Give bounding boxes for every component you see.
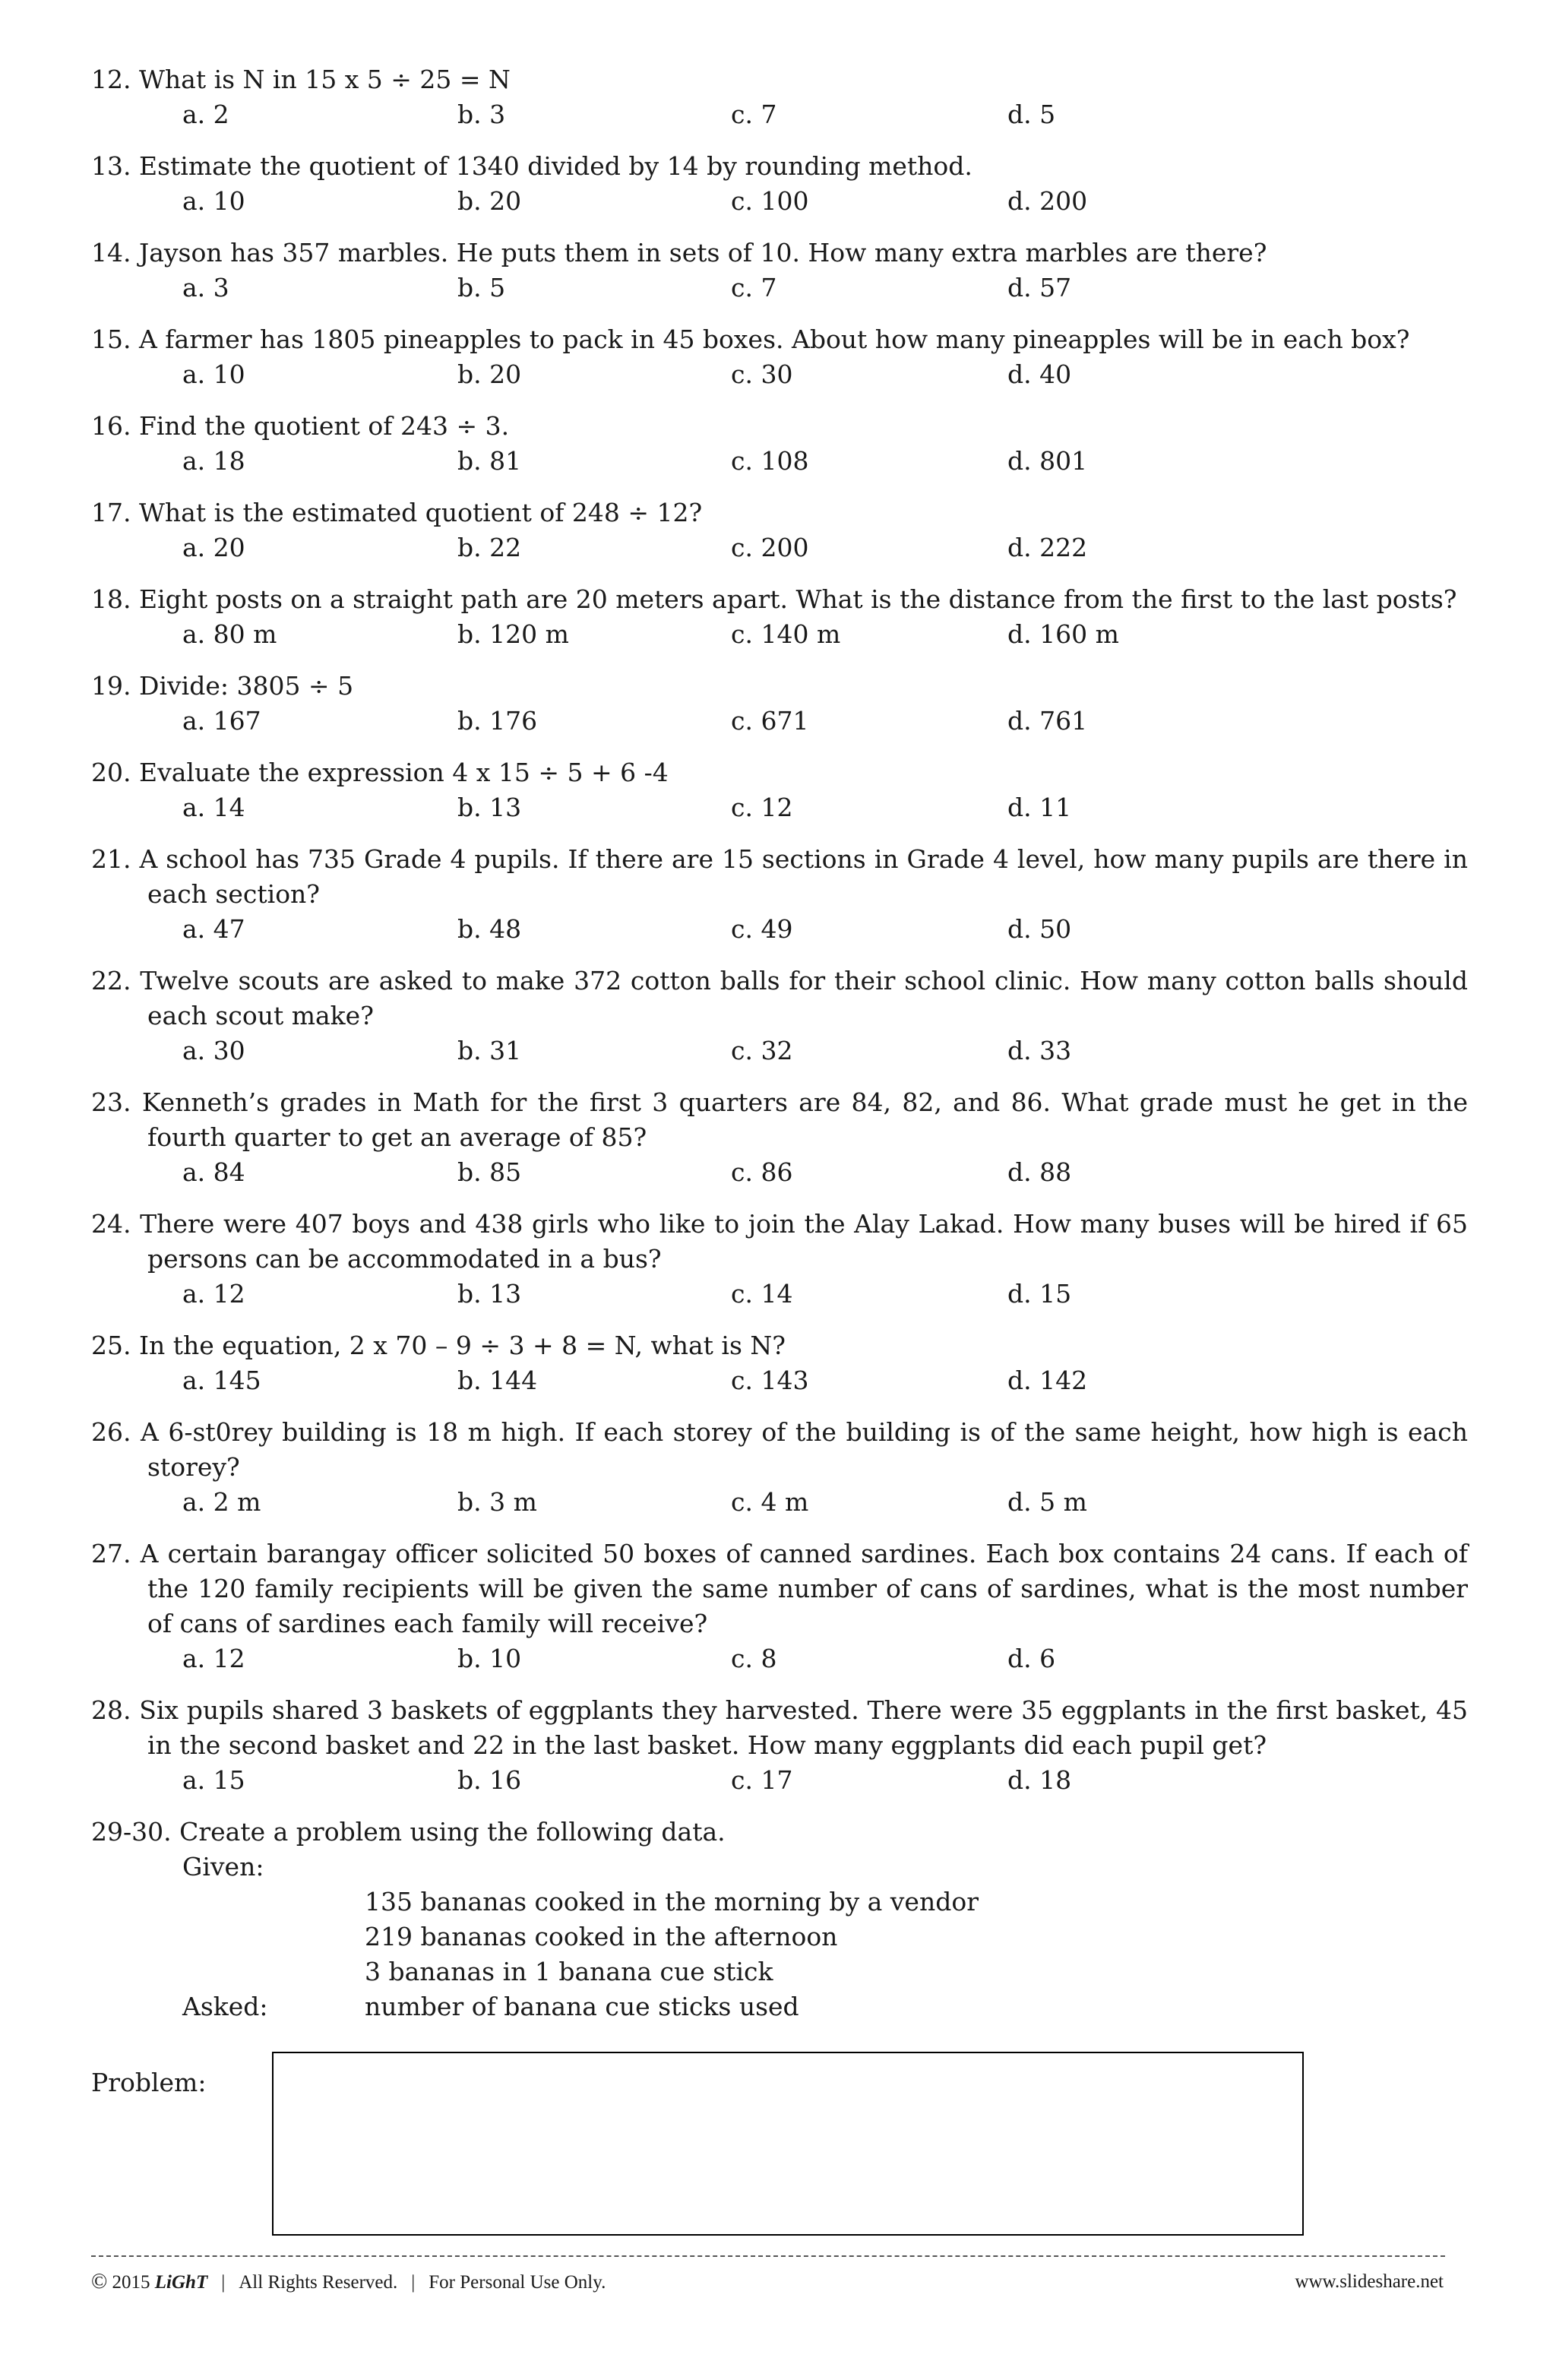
question-body: Kenneth’s grades in Math for the first 3 quarters are 84, 82, and 86. What grade must he get in the fourth quarter to get an average of 85? bbox=[141, 1087, 1468, 1152]
question-item bbox=[91, 1415, 1468, 1520]
answer-choice[interactable]: d. 6 bbox=[1007, 1644, 1056, 1673]
answer-choice[interactable]: b. 22 bbox=[457, 533, 522, 562]
question-body: Jayson has 357 marbles. He puts them in sets of 10. How many extra marbles are there? bbox=[138, 238, 1267, 267]
answer-choices bbox=[91, 1363, 1468, 1398]
question-text bbox=[91, 669, 1468, 704]
answer-choices bbox=[91, 444, 1468, 479]
answer-choice[interactable]: a. 20 bbox=[182, 533, 245, 562]
question-body: Evaluate the expression 4 x 15 ÷ 5 + 6 -4 bbox=[138, 758, 669, 787]
answer-choices bbox=[91, 357, 1468, 392]
asked-row bbox=[182, 1989, 1468, 2024]
question-number: 13. bbox=[91, 151, 131, 181]
question-item bbox=[91, 1328, 1468, 1398]
question-item bbox=[91, 322, 1468, 392]
question-body: There were 407 boys and 438 girls who like to join the Alay Lakad. How many buses will be hired if 65 persons can be accommodated in a bus? bbox=[140, 1209, 1468, 1274]
answer-choice[interactable]: d. 222 bbox=[1007, 533, 1088, 562]
question-item bbox=[91, 842, 1468, 947]
question-item bbox=[91, 1693, 1468, 1798]
given-asked-block bbox=[91, 1850, 1468, 2024]
answer-choice[interactable]: d. 160 m bbox=[1007, 619, 1119, 649]
answer-choices bbox=[91, 1485, 1468, 1520]
footer-left bbox=[91, 2269, 606, 2296]
brand-name: LiGhT bbox=[154, 2272, 208, 2293]
answer-choices bbox=[91, 790, 1468, 825]
answer-choice[interactable]: d. 5 bbox=[1007, 100, 1056, 129]
answer-choice[interactable]: d. 142 bbox=[1007, 1366, 1088, 1395]
question-text bbox=[91, 1207, 1468, 1277]
row-spacer bbox=[182, 1920, 365, 1954]
answer-choice[interactable]: a. 18 bbox=[182, 446, 245, 476]
answer-choice[interactable]: b. 144 bbox=[457, 1366, 538, 1395]
copyright-notice bbox=[91, 2269, 207, 2296]
question-number: 24. bbox=[91, 1209, 131, 1239]
answer-choices bbox=[91, 1763, 1468, 1798]
answer-choice[interactable]: d. 15 bbox=[1007, 1279, 1072, 1309]
given-item: 135 bananas cooked in the morning by a vendor bbox=[365, 1887, 979, 1916]
answer-choice[interactable]: c. 4 m bbox=[731, 1487, 809, 1517]
answer-choice[interactable]: d. 200 bbox=[1007, 186, 1088, 216]
question-number: 16. bbox=[91, 411, 131, 441]
answer-choice[interactable]: c. 200 bbox=[731, 533, 809, 562]
answer-choice[interactable]: c. 30 bbox=[731, 359, 793, 389]
footer bbox=[91, 2269, 1444, 2296]
footer-separator: | bbox=[221, 2271, 226, 2293]
answer-choice[interactable]: d. 57 bbox=[1007, 273, 1072, 302]
answer-choice[interactable]: a. 145 bbox=[182, 1366, 261, 1395]
question-body: Estimate the quotient of 1340 divided by 14 by rounding method. bbox=[138, 151, 972, 181]
question-item bbox=[91, 495, 1468, 565]
answer-choices bbox=[91, 530, 1468, 565]
problem-label: Problem: bbox=[91, 2068, 207, 2097]
answer-choice[interactable]: c. 17 bbox=[731, 1765, 793, 1795]
question-item bbox=[91, 755, 1468, 825]
answer-choice[interactable]: c. 49 bbox=[731, 914, 793, 944]
question-item bbox=[91, 409, 1468, 479]
given-item: 219 bananas cooked in the afternoon bbox=[365, 1922, 838, 1951]
question-body: A certain barangay officer solicited 50 boxes of canned sardines. Each box contains 24 cans. If each of the 120 family recipients will be given the same number of cans of sardines, what is the most number of cans of sardines each family will receive? bbox=[140, 1539, 1468, 1638]
question-text bbox=[91, 409, 1468, 444]
answer-choice[interactable]: c. 671 bbox=[731, 706, 809, 736]
answer-choice[interactable]: a. 47 bbox=[182, 914, 245, 944]
question-text bbox=[91, 755, 1468, 790]
footer-separator: | bbox=[411, 2271, 416, 2293]
task-number: 29-30. bbox=[91, 1817, 172, 1847]
question-body: Twelve scouts are asked to make 372 cotton balls for their school clinic. How many cotton balls should each scout make? bbox=[140, 966, 1468, 1030]
answer-choice[interactable]: d. 40 bbox=[1007, 359, 1072, 389]
task-block bbox=[91, 1815, 1468, 2024]
question-number: 23. bbox=[91, 1087, 131, 1117]
question-number: 20. bbox=[91, 758, 131, 787]
answer-choice[interactable]: d. 18 bbox=[1007, 1765, 1072, 1795]
answer-choices bbox=[91, 617, 1468, 652]
question-body: A school has 735 Grade 4 pupils. If there are 15 sections in Grade 4 level, how many pupils are there in each section? bbox=[139, 844, 1468, 909]
question-number: 22. bbox=[91, 966, 131, 995]
question-item bbox=[91, 149, 1468, 219]
answer-choice[interactable]: c. 108 bbox=[731, 446, 809, 476]
answer-choice[interactable]: b. 3 bbox=[457, 100, 506, 129]
answer-choice[interactable]: a. 2 m bbox=[182, 1487, 261, 1517]
answer-choice[interactable]: a. 12 bbox=[182, 1644, 245, 1673]
question-text bbox=[91, 1693, 1468, 1763]
rights-text: All Rights Reserved. bbox=[239, 2271, 398, 2293]
answer-choice[interactable]: b. 20 bbox=[457, 359, 522, 389]
answer-choice[interactable]: d. 50 bbox=[1007, 914, 1072, 944]
website-link[interactable]: www.slideshare.net bbox=[1295, 2271, 1444, 2292]
question-body: Divide: 3805 ÷ 5 bbox=[138, 671, 354, 701]
answer-choice[interactable]: a. 167 bbox=[182, 706, 261, 736]
answer-choice[interactable]: b. 120 m bbox=[457, 619, 569, 649]
question-body: What is N in 15 x 5 ÷ 25 = N bbox=[138, 65, 511, 94]
answer-choice[interactable]: c. 8 bbox=[731, 1644, 777, 1673]
question-text bbox=[91, 964, 1468, 1033]
question-number: 28. bbox=[91, 1695, 131, 1725]
answer-choice[interactable]: b. 16 bbox=[457, 1765, 522, 1795]
question-text bbox=[91, 1415, 1468, 1485]
copyright-year: 2015 bbox=[112, 2272, 150, 2293]
question-number: 26. bbox=[91, 1417, 131, 1447]
answer-choice[interactable]: c. 7 bbox=[731, 100, 777, 129]
question-number: 25. bbox=[91, 1331, 131, 1360]
question-item bbox=[91, 62, 1468, 132]
given-row bbox=[182, 1954, 1468, 1989]
answer-choice[interactable]: c. 7 bbox=[731, 273, 777, 302]
answer-choices bbox=[91, 912, 1468, 947]
answer-choice[interactable]: c. 14 bbox=[731, 1279, 793, 1309]
question-text bbox=[91, 62, 1468, 97]
answer-choice[interactable]: b. 176 bbox=[457, 706, 538, 736]
answer-choice[interactable]: a. 80 m bbox=[182, 619, 277, 649]
answer-choice[interactable]: c. 143 bbox=[731, 1366, 809, 1395]
question-text bbox=[91, 1537, 1468, 1641]
footer-divider bbox=[91, 2255, 1445, 2257]
answer-choice[interactable]: b. 20 bbox=[457, 186, 522, 216]
question-number: 12. bbox=[91, 65, 131, 94]
given-row bbox=[182, 1920, 1468, 1954]
answer-choices bbox=[91, 1641, 1468, 1676]
question-item bbox=[91, 1537, 1468, 1676]
answer-choice[interactable]: c. 100 bbox=[731, 186, 809, 216]
answer-choice[interactable]: a. 10 bbox=[182, 359, 245, 389]
answer-choice[interactable]: b. 5 bbox=[457, 273, 506, 302]
answer-choice[interactable]: d. 5 m bbox=[1007, 1487, 1087, 1517]
answer-choice[interactable]: a. 3 bbox=[182, 273, 229, 302]
asked-label: Asked: bbox=[182, 1992, 268, 2021]
answer-choice[interactable]: c. 32 bbox=[731, 1036, 793, 1065]
question-item bbox=[91, 669, 1468, 739]
question-text bbox=[91, 236, 1468, 271]
answer-choice[interactable]: b. 85 bbox=[457, 1157, 522, 1187]
answer-choice[interactable]: b. 13 bbox=[457, 1279, 522, 1309]
answer-choice[interactable]: d. 801 bbox=[1007, 446, 1088, 476]
task-instruction bbox=[91, 1815, 1468, 1850]
answer-choice[interactable]: d. 33 bbox=[1007, 1036, 1072, 1065]
task-text: Create a problem using the following data. bbox=[179, 1817, 726, 1847]
asked-text: number of banana cue sticks used bbox=[365, 1992, 799, 2021]
row-spacer bbox=[182, 1954, 365, 1989]
question-item bbox=[91, 582, 1468, 652]
question-item bbox=[91, 1085, 1468, 1190]
answer-choice[interactable]: d. 88 bbox=[1007, 1157, 1072, 1187]
answer-choice[interactable]: a. 84 bbox=[182, 1157, 245, 1187]
answer-choice[interactable]: c. 140 m bbox=[731, 619, 841, 649]
question-item bbox=[91, 1207, 1468, 1312]
answer-choice[interactable]: a. 10 bbox=[182, 186, 245, 216]
answer-choice[interactable]: b. 31 bbox=[457, 1036, 522, 1065]
given-row bbox=[182, 1885, 1468, 1920]
copyright-icon: © bbox=[91, 2270, 108, 2293]
answer-choice[interactable]: b. 3 m bbox=[457, 1487, 537, 1517]
answer-choice[interactable]: a. 12 bbox=[182, 1279, 245, 1309]
question-body: In the equation, 2 x 70 – 9 ÷ 3 + 8 = N, what is N? bbox=[138, 1331, 786, 1360]
problem-section bbox=[91, 2052, 1398, 2237]
question-number: 27. bbox=[91, 1539, 131, 1568]
question-text bbox=[91, 1085, 1468, 1155]
answer-choice[interactable]: d. 11 bbox=[1007, 793, 1072, 822]
question-number: 14. bbox=[91, 238, 131, 267]
answer-choice[interactable]: a. 14 bbox=[182, 793, 245, 822]
question-number: 15. bbox=[91, 324, 131, 354]
question-item bbox=[91, 236, 1468, 305]
question-item bbox=[91, 964, 1468, 1068]
question-list bbox=[91, 62, 1468, 2024]
given-label: Given: bbox=[182, 1852, 264, 1882]
answer-choice[interactable]: d. 761 bbox=[1007, 706, 1088, 736]
question-number: 18. bbox=[91, 584, 131, 614]
answer-choice[interactable]: c. 86 bbox=[731, 1157, 793, 1187]
answer-choice[interactable]: a. 2 bbox=[182, 100, 229, 129]
answer-choices bbox=[91, 1033, 1468, 1068]
answer-choice[interactable]: a. 15 bbox=[182, 1765, 245, 1795]
question-number: 19. bbox=[91, 671, 131, 701]
answer-choice[interactable]: b. 13 bbox=[457, 793, 522, 822]
answer-choice[interactable]: b. 81 bbox=[457, 446, 522, 476]
answer-choice[interactable]: a. 30 bbox=[182, 1036, 245, 1065]
row-spacer bbox=[182, 1885, 365, 1920]
question-body: Six pupils shared 3 baskets of eggplants they harvested. There were 35 eggplants in the first basket, 45 in the second basket and 22 in the last basket. How many eggplants did each pupil get? bbox=[139, 1695, 1468, 1760]
question-number: 21. bbox=[91, 844, 131, 874]
answer-choice[interactable]: b. 10 bbox=[457, 1644, 522, 1673]
question-body: A farmer has 1805 pineapples to pack in 45 boxes. About how many pineapples will be in each box? bbox=[138, 324, 1410, 354]
answer-choices bbox=[91, 184, 1468, 219]
question-body: Eight posts on a straight path are 20 meters apart. What is the distance from the first to the last posts? bbox=[138, 584, 1457, 614]
answer-choices bbox=[91, 704, 1468, 739]
usage-text: For Personal Use Only. bbox=[429, 2271, 606, 2293]
question-body: Find the quotient of 243 ÷ 3. bbox=[138, 411, 510, 441]
question-text bbox=[91, 1328, 1468, 1363]
answer-choices bbox=[91, 97, 1468, 132]
answer-choices bbox=[91, 1155, 1468, 1190]
problem-answer-box[interactable] bbox=[272, 2052, 1304, 2236]
given-item: 3 bananas in 1 banana cue stick bbox=[365, 1957, 773, 1986]
question-body: What is the estimated quotient of 248 ÷ 12? bbox=[138, 498, 703, 527]
question-text bbox=[91, 149, 1468, 184]
answer-choice[interactable]: b. 48 bbox=[457, 914, 522, 944]
question-text bbox=[91, 495, 1468, 530]
question-text bbox=[91, 582, 1468, 617]
answer-choices bbox=[91, 271, 1468, 305]
question-number: 17. bbox=[91, 498, 131, 527]
question-body: A 6-st0rey building is 18 m high. If each storey of the building is of the same height, how high is each storey? bbox=[141, 1417, 1468, 1482]
answer-choice[interactable]: c. 12 bbox=[731, 793, 793, 822]
answer-choices bbox=[91, 1277, 1468, 1312]
question-text bbox=[91, 842, 1468, 912]
question-text bbox=[91, 322, 1468, 357]
